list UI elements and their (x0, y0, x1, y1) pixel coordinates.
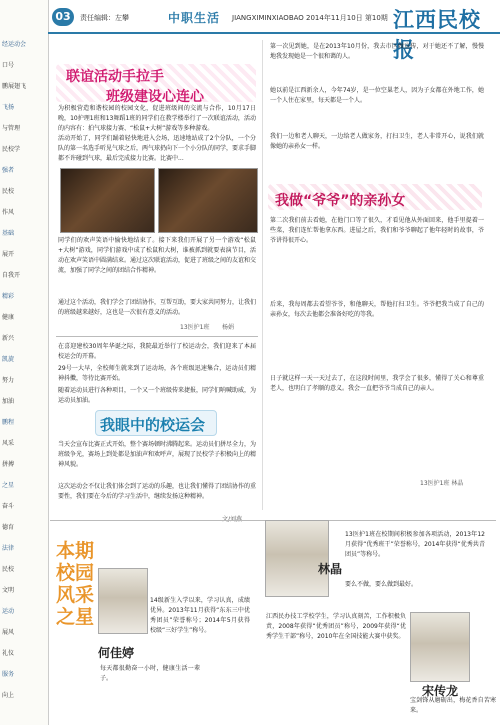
sidebar-line: 服务 (2, 671, 15, 678)
event-photo-1 (60, 168, 155, 233)
sidebar-line: 文明 (2, 587, 15, 594)
star2-portrait (265, 520, 329, 597)
article3-para4: 第二次我们前去看她，在他门口等了很久，才看见他从外面回来，他手里提着一些菜，我们连忙帮他拿东西。进屋之后，我们和爷爷聊起了他年轻时的故事，爷爷讲得很开心。 (270, 217, 484, 244)
article3-para5: 后来，我每周都去看望爷爷，和他聊天，帮他打扫卫生。爷爷把我当成了自己的亲孙女，每次去他都会准备好吃的等我。 (270, 301, 484, 318)
star3-bio: 江西民办技工学校学生，学习认真刻苦，工作积极负责，2008年获得“优秀团员”称号，2009年获得“优秀学生干部”称号，2010年在全国技能大赛中获奖。 (266, 613, 406, 640)
article1-para2: 活动开始了，同学们踊着轻快地进入会场，迅速地站成了2个分队，一个分队的第一名选手听见气球之后，两气球扔向下一个小分队的同学，要求手脚都不许碰到气球，最后完成接力比赛。比赛中... (58, 135, 256, 162)
sidebar-line: 法律 (2, 545, 15, 552)
article3-para3: 我们一边和老人聊天，一边给老人做家务，打扫卫生，老人非常开心，说我们就像她的亲孙女一样。 (270, 133, 484, 150)
article2-para3: 随着运动员进行各种项目，一个又一个班级传来捷报，同学们呐喊助威，为运动员加油。 (58, 387, 256, 404)
column-divider (262, 40, 263, 510)
star1-motto: 每天都很勤奋一小时，健康生活一辈子。 (100, 665, 200, 682)
sidebar-line: 加油 (2, 398, 15, 405)
sidebar-line: 自我开 (2, 272, 21, 279)
sidebar-line: 风采 (2, 440, 15, 447)
article1-title-line1: 联谊活动手拉手 (66, 69, 164, 85)
sidebar-line: 作风 (2, 209, 15, 216)
sidebar-line: 之星 (2, 482, 15, 489)
sidebar-line: 礼仪 (2, 650, 15, 657)
star2-name: 林晶 (318, 562, 343, 576)
sidebar-line: 展开 (2, 251, 15, 258)
publication-line: JIANGXIMINXIAOBAO 2014年11月10日 第10期 (232, 14, 388, 22)
star1-name: 何佳婷 (98, 646, 135, 660)
sidebar-line: 向上 (2, 692, 15, 699)
star3-portrait (410, 612, 470, 682)
sidebar-line: 鹏展翅飞 (2, 83, 27, 90)
article1-para1: 为积极营造和谐校园的校园文化，促进班级间的交流与合作，10月17日晚，10护理1班和13舞蹈1班的同学们在教学楼举行了一次联谊活动，活动的内容有：拍气球接力赛、“松鼠+大树”游戏等多种游戏。 (58, 105, 256, 132)
sidebar-line: 基础 (2, 230, 15, 237)
article1-class: 13医护1班 (180, 324, 210, 331)
star3-motto: 宝剑锋从磨砺出，梅花香自苦寒来。 (410, 697, 496, 714)
article3-author: 13医护1班 林晶 (420, 480, 464, 487)
article2-para5: 这次运动会不仅让我们体会到了运动的乐趣，也让我们懂得了团结协作的重要性，我们要在今后的学习生活中，继续发扬这种精神。 (58, 483, 256, 500)
article3-para1: 第一次见到她，是在2013年10月份，我去市区做宣传，对于她还不了解，慢慢地我发现她是一个很和蔼的人。 (270, 43, 484, 60)
article2-para1: 在喜迎建校30周年华诞之际，我院最近举行了校运动会，我们迎来了本届校运会的开幕。 (58, 343, 256, 360)
article3-para2: 她以前是江西新余人，今年74岁，是一位空巢老人，因为子女都在外地工作，她一个人住在家里，每天都是一个人。 (270, 87, 484, 104)
sidebar-line: 努力 (2, 377, 15, 384)
sidebar-line: 飞扬 (2, 104, 15, 111)
article2-author (222, 514, 242, 523)
sidebar-line: 奋斗 (2, 503, 15, 510)
star1-bio: 14级新生入学以来，学习认真，成绩优异。2013年11月获得“东东三中优秀团员”荣誉称号；2014年5月获得校级“三好学生”称号。 (150, 597, 250, 634)
star2-motto: 要么不做，要么做到最好。 (345, 581, 418, 588)
sidebar-line: 新兴 (2, 335, 15, 342)
sidebar-line: 健康 (2, 314, 15, 321)
article3-headline: 我做“爷爷”的亲孙女 (275, 193, 406, 209)
sidebar-line: 凯旋 (2, 356, 15, 363)
sidebar-line: 强者 (2, 167, 15, 174)
page-number: 03 (52, 8, 74, 26)
masthead: 江西民校报 (393, 7, 481, 62)
article1-title-line2: 班级建设心连心 (106, 89, 204, 105)
article3-para6: 日子就这样一天一天过去了，在这段时间里，我学会了很多，懂得了关心和尊重老人，也明白了孝顺的意义。我会一直把爷爷当成自己的亲人。 (270, 375, 484, 392)
left-sidebar-strip (0, 0, 49, 725)
sidebar-line: 民校 (2, 566, 15, 573)
sidebar-line: 鹏程 (2, 419, 15, 426)
section-title: 中职生活 (168, 11, 221, 25)
editor-credit: 责任编辑：左攀 (80, 14, 129, 22)
article2-para2: 29号一大早，全校师生就来到了运动场，各个班级迅速集合，运动员们精神抖擞，等待比赛开始。 (58, 365, 256, 382)
star2-bio: 13医护1班在校期间积极参加各项活动，2013年12月获得“优秀班干”荣誉称号，2014年获得“优秀共青团员”等称号。 (345, 531, 485, 558)
sidebar-line: 精彩 (2, 293, 15, 300)
star3-name: 宋传龙 (422, 684, 459, 698)
sidebar-line: 展风 (2, 629, 15, 636)
article1-author: 杨娟 (222, 324, 235, 331)
sidebar-line: 拼搏 (2, 461, 15, 468)
article1-para3: 同学们的欢声笑语中愉快地结束了。接下来我们开展了另一个游戏“松鼠+大树”游戏，同学们游戏中成了松鼠和大树，谁被抓到就要表演节目，活动在欢声笑语中圆满结束。通过这次联谊活动，促进了班级之间的友谊和交流，加强了同学之间的团结合作精神。 (58, 237, 256, 274)
sidebar-line: 口号 (2, 62, 15, 69)
sidebar-line: 德育 (2, 524, 15, 531)
section-rule (56, 336, 258, 337)
sidebar-line: 民校 (2, 188, 15, 195)
sidebar-line: 经运动会 (2, 41, 27, 48)
sidebar-line: 民校学 (2, 146, 21, 153)
event-photo-2 (158, 168, 258, 233)
article1-para4: 通过这个活动，我们学会了团结协作，互帮互助，要大家共同努力，让我们的班级越来越好，这也是一次很有意义的活动。 (58, 299, 256, 316)
features-vertical-title: 本期校园风采之星 (55, 540, 94, 628)
article2-kicker: 我眼中的校运会 (100, 416, 206, 434)
article2-para4: 当天会宣布比赛正式开始，整个赛场顿时沸腾起来。运动员们拼尽全力，为班级争光，赛场上到处都是加油声和欢呼声，展现了民校学子积极向上的精神风貌。 (58, 441, 256, 468)
sidebar-line: 与管理 (2, 125, 21, 132)
article1-headline (66, 66, 236, 106)
sidebar-line: 运动 (2, 608, 15, 615)
star1-portrait (98, 568, 148, 634)
